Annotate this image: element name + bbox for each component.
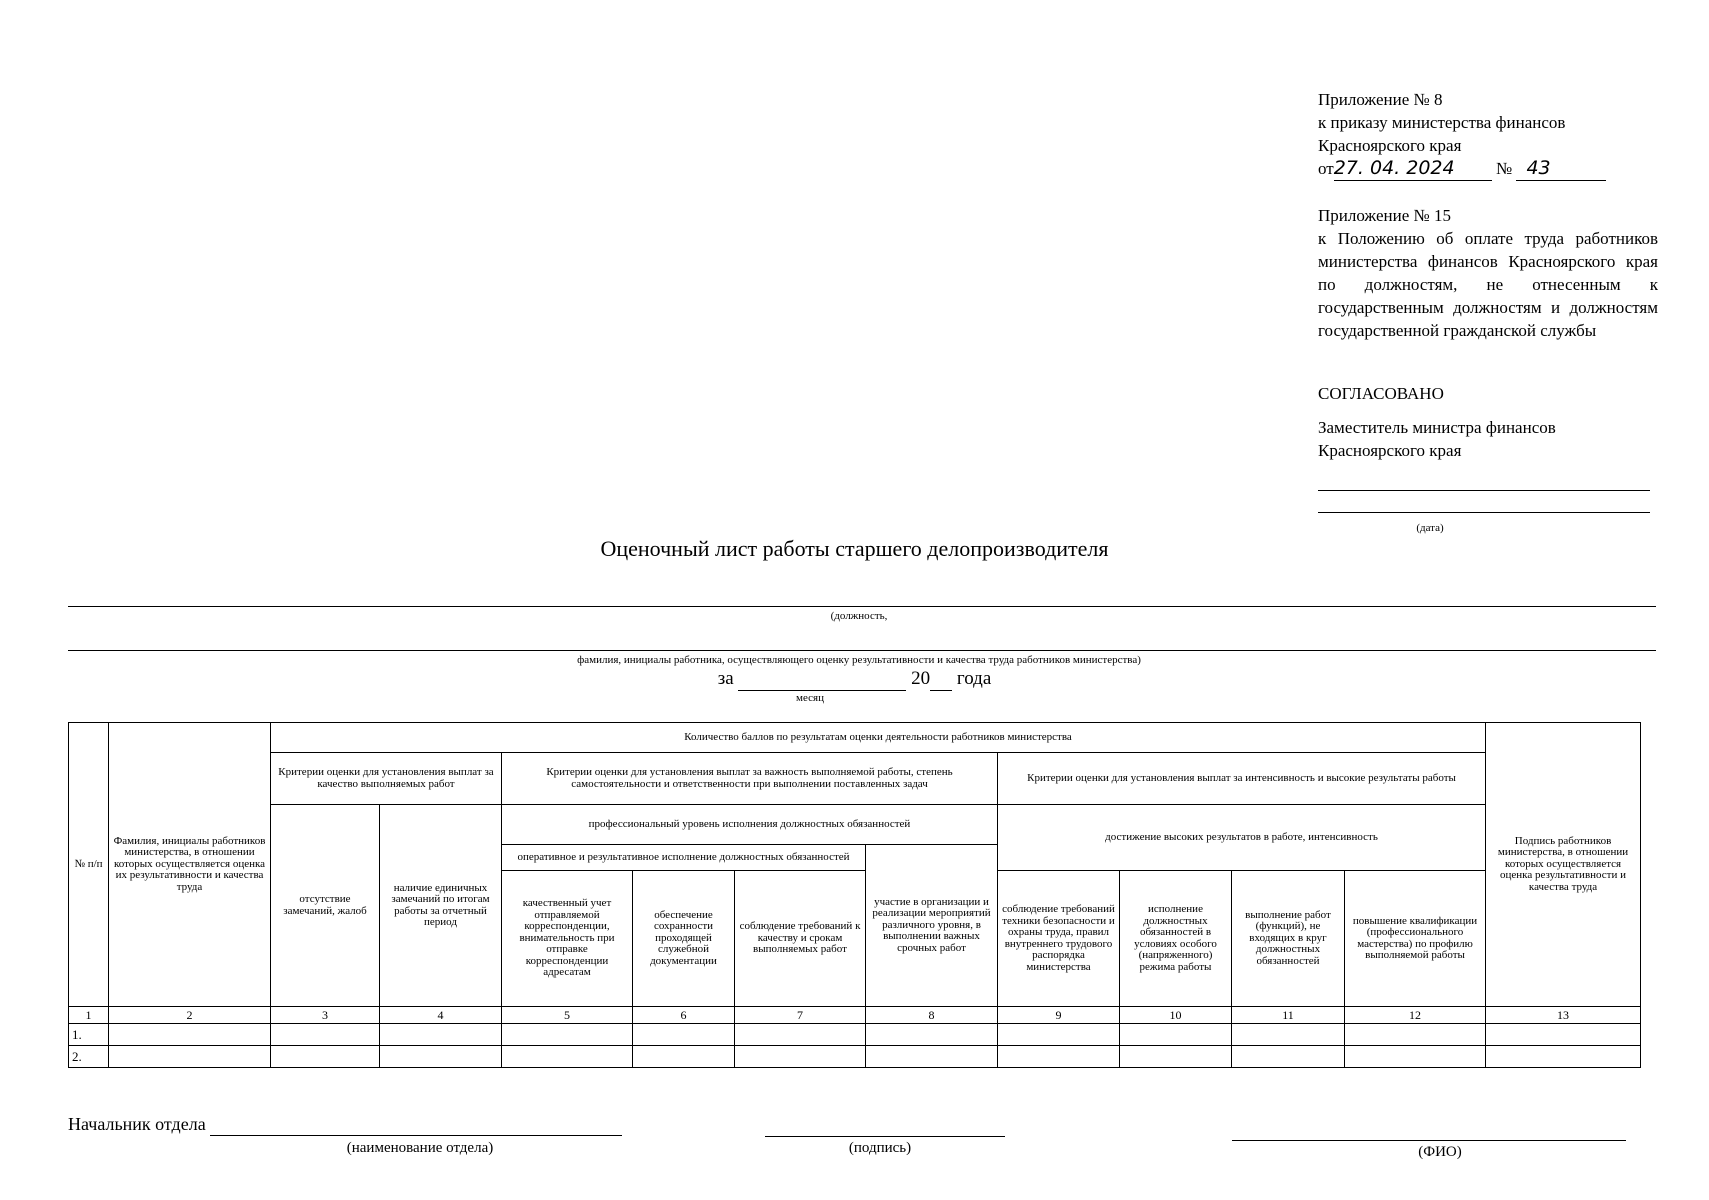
order-number: 43	[1516, 157, 1606, 181]
fio-line[interactable]	[1232, 1140, 1626, 1141]
table-cell[interactable]	[502, 1024, 633, 1046]
approval-heading: СОГЛАСОВАНО	[1318, 384, 1444, 403]
table-cell[interactable]	[735, 1046, 866, 1068]
column-number: 12	[1345, 1007, 1486, 1024]
head-label: Начальник отдела	[68, 1114, 206, 1134]
document-title: Оценочный лист работы старшего делопроизводителя	[600, 536, 1109, 561]
header-col-3: отсутствие замечаний, жалоб	[271, 805, 380, 1007]
header-intensity: Критерии оценки для установления выплат за интенсивность и высокие результаты работы	[998, 753, 1486, 805]
header-col-7: соблюдение требований к качеству и срокам выполняемых работ	[735, 871, 866, 1007]
header-quality: Критерии оценки для установления выплат за качество выполняемых работ	[271, 753, 502, 805]
table-cell[interactable]	[1486, 1046, 1641, 1068]
appendix-title: Приложение № 8	[1318, 90, 1443, 109]
appendix2-block	[1318, 204, 1658, 342]
header-col-4: наличие единичных замечаний по итогам работы за отчетный период	[380, 805, 502, 1007]
order-date: 27. 04. 2024	[1334, 157, 1492, 181]
header-col-12: повышение квалификации (профессионального мастерства) по профилю выполняемой работы	[1345, 871, 1486, 1007]
month-caption: месяц	[796, 692, 824, 704]
table-cell[interactable]	[271, 1046, 380, 1068]
table-row	[69, 1024, 1641, 1046]
table-cell[interactable]	[1232, 1024, 1345, 1046]
position-line	[68, 606, 1656, 607]
table-cell[interactable]	[1345, 1024, 1486, 1046]
period-prefix: за	[717, 668, 734, 689]
appendix-order-line: к приказу министерства финансов	[1318, 113, 1566, 132]
header-importance: Критерии оценки для установления выплат за важность выполняемой работы, степень самостоятельности и ответственности при выполнении поставленных задач	[502, 753, 998, 805]
column-number-row	[69, 1007, 1641, 1024]
column-number: 13	[1486, 1007, 1641, 1024]
row-number: 1.	[69, 1024, 109, 1046]
position-caption: (должность,	[830, 610, 888, 622]
table-cell[interactable]	[633, 1024, 735, 1046]
table-cell[interactable]	[109, 1024, 271, 1046]
table-cell[interactable]	[380, 1024, 502, 1046]
header-total: Количество баллов по результатам оценки деятельности работников министерства	[271, 723, 1486, 753]
header-achievement: достижение высоких результатов в работе, интенсивность	[998, 805, 1486, 871]
column-number: 1	[69, 1007, 109, 1024]
header-row-1	[69, 723, 1641, 753]
approval-signature-line	[1318, 490, 1650, 491]
evaluation-table	[68, 722, 1641, 1068]
table-cell[interactable]	[1232, 1046, 1345, 1068]
header-number: № п/п	[69, 723, 109, 1007]
header-prof-level: профессиональный уровень исполнения должностных обязанностей	[502, 805, 998, 845]
appendix2-title: Приложение № 15	[1318, 206, 1451, 225]
head-of-department	[68, 1114, 622, 1136]
table-row	[69, 1046, 1641, 1068]
appendix-date-line	[1318, 157, 1658, 181]
signature-caption: (подпись)	[848, 1140, 912, 1156]
signature-line[interactable]	[765, 1136, 1005, 1137]
department-name-field[interactable]	[210, 1114, 622, 1136]
column-number: 11	[1232, 1007, 1345, 1024]
table-cell[interactable]	[998, 1046, 1120, 1068]
period-line	[0, 668, 1709, 691]
column-number: 4	[380, 1007, 502, 1024]
column-number: 3	[271, 1007, 380, 1024]
appendix-block	[1318, 88, 1658, 181]
table-cell[interactable]	[1120, 1024, 1232, 1046]
table-cell[interactable]	[866, 1024, 998, 1046]
column-number: 6	[633, 1007, 735, 1024]
approval-date-line	[1318, 512, 1650, 513]
fio-caption: (ФИО)	[1418, 1144, 1462, 1160]
table-cell[interactable]	[1486, 1024, 1641, 1046]
number-label: №	[1495, 159, 1513, 178]
row-number: 2.	[69, 1046, 109, 1068]
header-col-9: соблюдение требований техники безопасности и охраны труда, правил внутреннего трудового распорядка министерства	[998, 871, 1120, 1007]
table-cell[interactable]	[502, 1046, 633, 1068]
column-number: 5	[502, 1007, 633, 1024]
header-row-2	[69, 753, 1641, 805]
period-year-field	[930, 668, 952, 691]
table-cell[interactable]	[866, 1046, 998, 1068]
evaluator-line	[68, 650, 1656, 651]
header-name: Фамилия, инициалы работников министерства, в отношении которых осуществляется оценка их результативности и качества труда	[109, 723, 271, 1007]
column-number: 2	[109, 1007, 271, 1024]
column-number: 8	[866, 1007, 998, 1024]
header-operative: оперативное и результативное исполнение должностных обязанностей	[502, 845, 866, 871]
column-number: 7	[735, 1007, 866, 1024]
column-number: 9	[998, 1007, 1120, 1024]
approval-date-caption: (дата)	[1416, 522, 1444, 534]
header-signature: Подпись работников министерства, в отношении которых осуществляется оценка результативности и качества труда	[1486, 723, 1641, 1007]
table-cell[interactable]	[633, 1046, 735, 1068]
table-cell[interactable]	[1120, 1046, 1232, 1068]
date-prefix: от	[1318, 159, 1334, 178]
period-year: 20	[911, 668, 931, 689]
period-suffix: года	[956, 668, 992, 689]
period-month-field	[738, 668, 906, 691]
appendix-region-line: Красноярского края	[1318, 136, 1462, 155]
department-caption: (наименование отдела)	[346, 1140, 494, 1156]
column-number: 10	[1120, 1007, 1232, 1024]
table-cell[interactable]	[271, 1024, 380, 1046]
evaluator-caption: фамилия, инициалы работника, осуществляющего оценку результативности и качества труда работников министерства)	[577, 654, 1141, 666]
table-cell[interactable]	[998, 1024, 1120, 1046]
header-col-6: обеспечение сохранности проходящей служебной документации	[633, 871, 735, 1007]
table-cell[interactable]	[109, 1046, 271, 1068]
header-col-10: исполнение должностных обязанностей в условиях особого (напряженного) режима работы	[1120, 871, 1232, 1007]
header-row-3	[69, 805, 1641, 845]
table-cell[interactable]	[1345, 1046, 1486, 1068]
header-col-5: качественный учет отправляемой корреспонденции, внимательность при отправке корреспонденции адресатам	[502, 871, 633, 1007]
header-col-8: участие в организации и реализации мероприятий различного уровня, в выполнении важных срочных работ	[866, 845, 998, 1007]
header-col-11: выполнение работ (функций), не входящих в круг должностных обязанностей	[1232, 871, 1345, 1007]
table-cell[interactable]	[380, 1046, 502, 1068]
approval-position: Заместитель министра финансов Красноярского края	[1318, 418, 1556, 460]
table-cell[interactable]	[735, 1024, 866, 1046]
appendix2-text: к Положению об оплате труда работников министерства финансов Красноярского края по должностям, не отнесенным к государственным должностям и должностям государственной гражданской службы	[1318, 229, 1658, 340]
